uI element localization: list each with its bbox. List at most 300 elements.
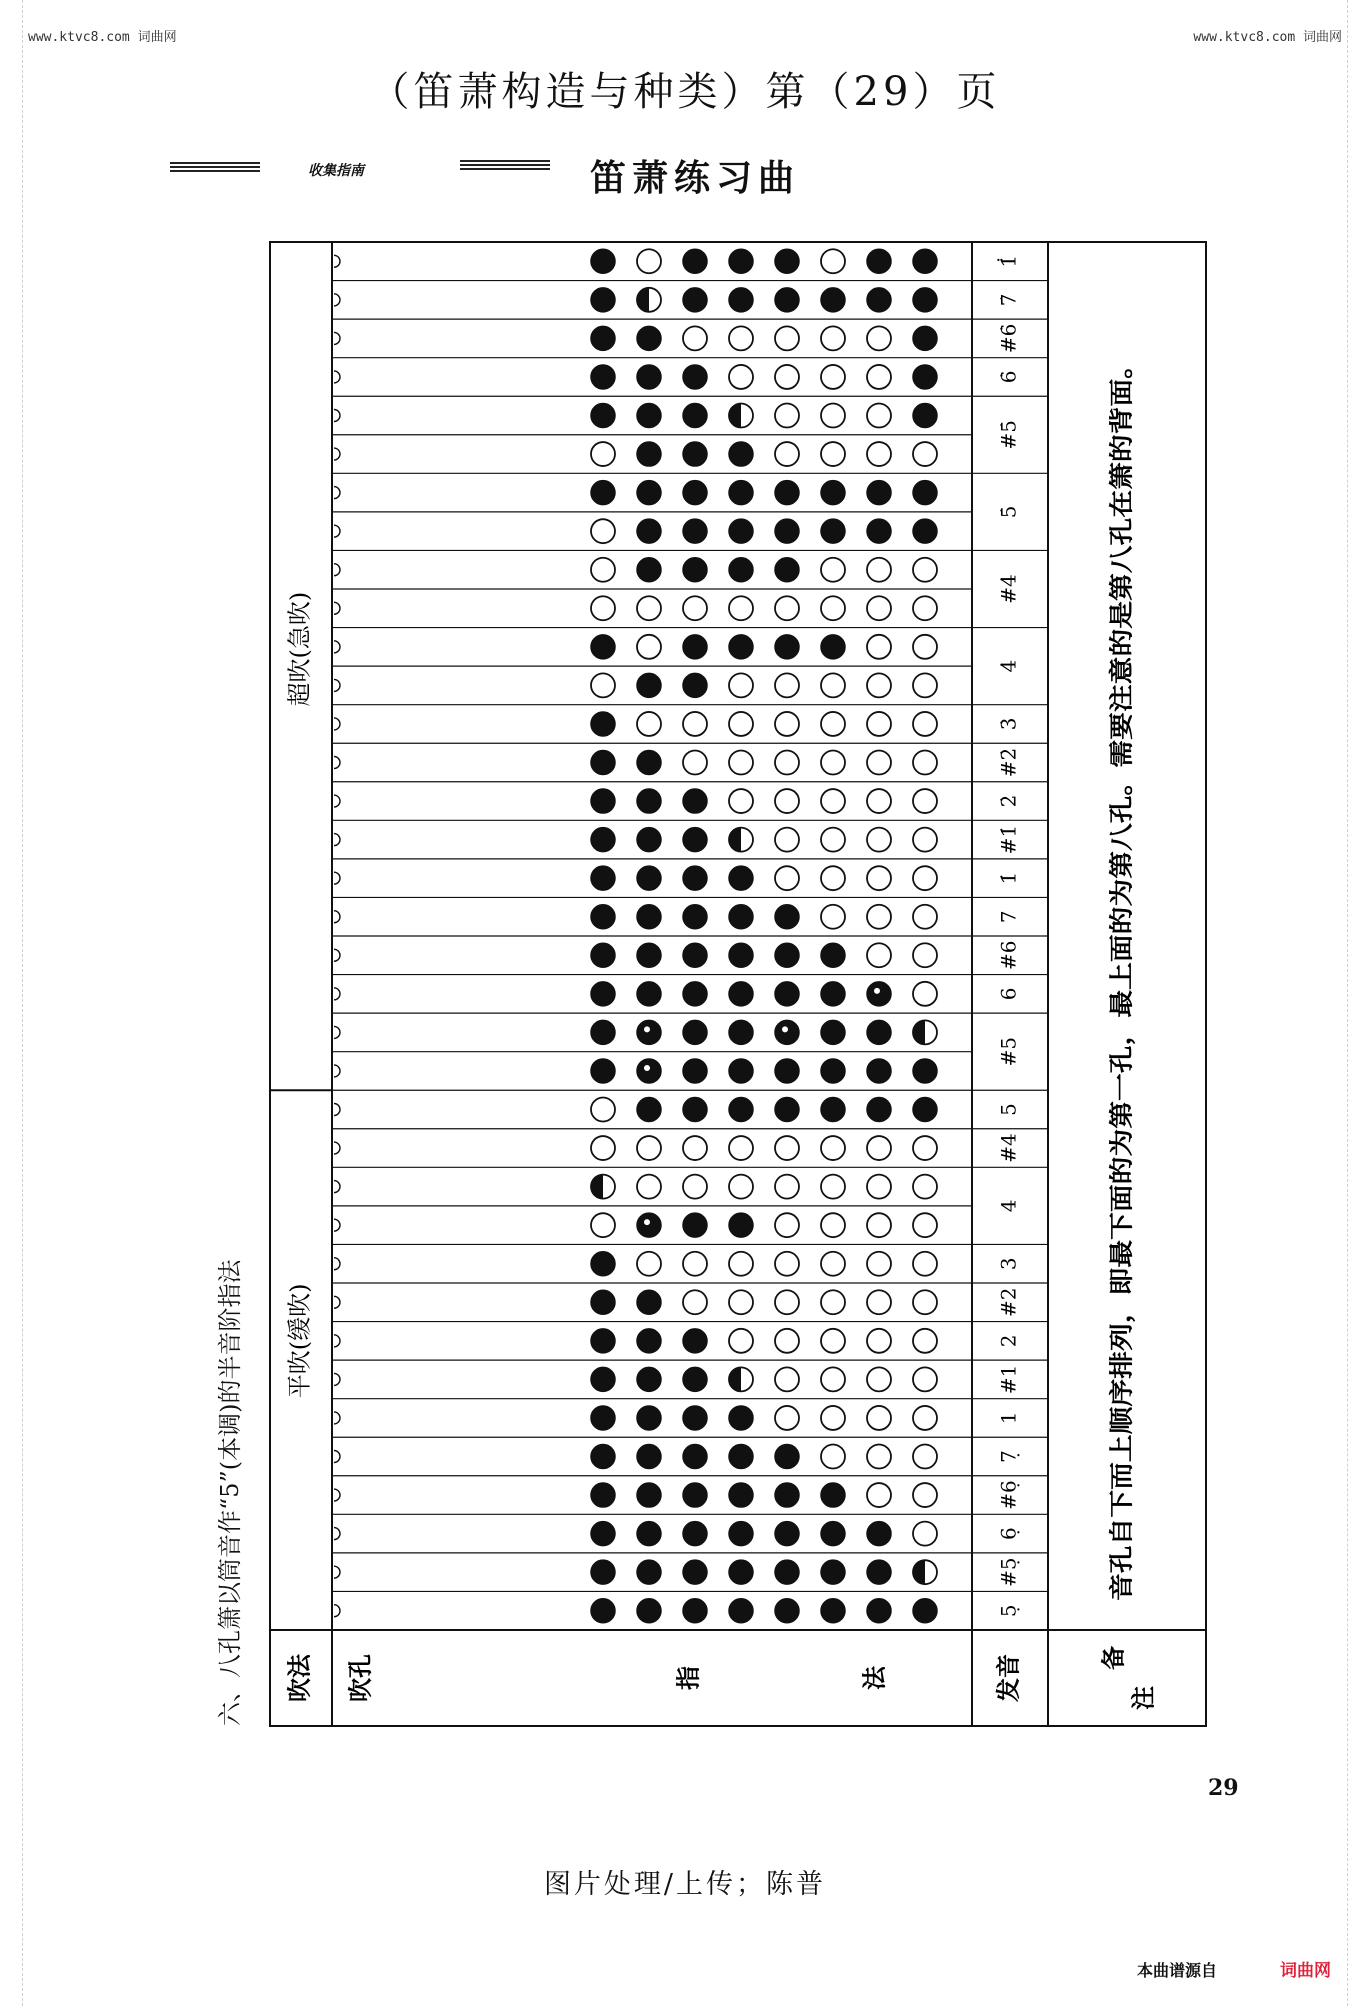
blow-hole-mark — [334, 1065, 340, 1077]
finger-hole-2 — [867, 404, 891, 428]
finger-hole-8 — [591, 943, 615, 967]
finger-hole-5 — [729, 905, 753, 929]
pitch-label: 7̣ — [996, 1450, 1021, 1463]
header-fingering-right: 法 — [859, 1666, 889, 1690]
blow-hole-mark — [334, 1566, 340, 1578]
finger-hole-1 — [913, 1175, 937, 1199]
finger-hole-8 — [591, 1329, 615, 1353]
finger-hole-2 — [867, 751, 891, 775]
finger-hole-5 — [729, 789, 753, 813]
finger-hole-7 — [637, 326, 661, 350]
finger-hole-7-dot — [644, 1065, 650, 1071]
finger-hole-4 — [775, 1483, 799, 1507]
finger-hole-5 — [729, 326, 753, 350]
finger-hole-8 — [591, 1367, 615, 1391]
header-fingering-left: 指 — [673, 1666, 703, 1690]
blow-hole-mark — [334, 487, 340, 499]
blow-hole-mark — [334, 641, 340, 653]
page-title: （笛萧构造与种类）第（29）页 — [369, 69, 1001, 115]
blow-hole-mark — [334, 949, 340, 961]
finger-hole-2 — [867, 1290, 891, 1314]
blow-hole-mark — [334, 872, 340, 884]
finger-hole-6 — [683, 442, 707, 466]
finger-hole-2 — [867, 943, 891, 967]
finger-hole-1 — [913, 635, 937, 659]
finger-hole-7 — [637, 1290, 661, 1314]
finger-hole-3 — [821, 905, 845, 929]
finger-hole-4 — [775, 635, 799, 659]
finger-hole-2 — [867, 1175, 891, 1199]
pitch-label: 3̇ — [996, 717, 1021, 731]
finger-hole-5-half-fill — [729, 404, 741, 428]
finger-hole-2 — [867, 1406, 891, 1430]
finger-hole-4 — [775, 288, 799, 312]
finger-hole-5 — [729, 596, 753, 620]
blow-hole-mark — [334, 410, 340, 422]
finger-hole-8 — [591, 1445, 615, 1469]
finger-hole-4 — [775, 558, 799, 582]
finger-hole-7 — [637, 1136, 661, 1160]
pitch-label: 6̣ — [996, 1527, 1021, 1540]
finger-hole-5 — [729, 481, 753, 505]
finger-hole-8 — [591, 712, 615, 736]
finger-hole-7 — [637, 1020, 661, 1044]
finger-hole-1 — [913, 712, 937, 736]
finger-hole-8 — [591, 365, 615, 389]
finger-hole-6 — [683, 866, 707, 890]
finger-hole-1 — [913, 866, 937, 890]
finger-hole-2 — [867, 1329, 891, 1353]
finger-hole-6 — [683, 481, 707, 505]
page-number: 29 — [1208, 1775, 1239, 1801]
finger-hole-1 — [913, 751, 937, 775]
blow-hole-mark — [334, 255, 340, 267]
finger-hole-3 — [821, 1599, 845, 1623]
finger-hole-4 — [775, 519, 799, 543]
finger-hole-8 — [591, 442, 615, 466]
remarks-text: 音孔自下而上顺序排列，即最下面的为第一孔，最上面的为第八孔。需要注意的是第八孔在箫的背面。 — [1106, 521, 1136, 1601]
pitch-label: #4̇ — [996, 574, 1021, 604]
finger-hole-8 — [591, 249, 615, 273]
blow-hole-mark — [334, 564, 340, 576]
finger-hole-6 — [683, 1599, 707, 1623]
blow-hole-mark — [334, 834, 340, 846]
blow-hole-mark — [334, 988, 340, 1000]
finger-hole-1 — [913, 1483, 937, 1507]
finger-hole-7-dot — [644, 1026, 650, 1032]
finger-hole-4 — [775, 596, 799, 620]
finger-hole-4 — [775, 866, 799, 890]
finger-hole-6 — [683, 1136, 707, 1160]
finger-hole-2 — [867, 1445, 891, 1469]
finger-hole-6 — [683, 1252, 707, 1276]
finger-hole-4 — [775, 481, 799, 505]
finger-hole-5 — [729, 1059, 753, 1083]
pitch-label: #5̇ — [996, 420, 1021, 450]
finger-hole-1 — [913, 905, 937, 929]
finger-hole-8 — [591, 673, 615, 697]
finger-hole-6 — [683, 1522, 707, 1546]
pitch-label: 5 — [996, 1103, 1021, 1116]
finger-hole-6 — [683, 1175, 707, 1199]
pitch-label: #6 — [996, 940, 1021, 971]
finger-hole-7 — [637, 1522, 661, 1546]
pitch-label: #2 — [996, 1287, 1021, 1318]
finger-hole-7 — [637, 751, 661, 775]
finger-hole-6 — [683, 712, 707, 736]
finger-hole-2 — [867, 1560, 891, 1584]
blow-hole-mark — [334, 911, 340, 923]
blow-hole-mark — [334, 1605, 340, 1617]
finger-hole-6 — [683, 326, 707, 350]
finger-hole-3 — [821, 1560, 845, 1584]
finger-hole-1 — [913, 1059, 937, 1083]
finger-hole-4 — [775, 1213, 799, 1237]
finger-hole-5 — [729, 1098, 753, 1122]
pitch-label: #4 — [996, 1133, 1021, 1163]
finger-hole-4 — [775, 1290, 799, 1314]
finger-hole-6 — [683, 1098, 707, 1122]
finger-hole-7 — [637, 1560, 661, 1584]
header-remarks-bottom: 注 — [1128, 1686, 1158, 1710]
finger-hole-7-dot — [644, 1219, 650, 1225]
finger-hole-5 — [729, 365, 753, 389]
book-tag: 收集指南 — [308, 163, 364, 179]
pitch-label: 6̇ — [996, 370, 1021, 384]
finger-hole-2 — [867, 1213, 891, 1237]
finger-hole-2 — [867, 982, 891, 1006]
finger-hole-7 — [637, 481, 661, 505]
finger-hole-3 — [821, 635, 845, 659]
section-title: 笛萧练习曲 — [590, 157, 801, 199]
finger-hole-3 — [821, 1406, 845, 1430]
finger-hole-1 — [913, 1329, 937, 1353]
header-remarks-top: 备 — [1098, 1646, 1128, 1670]
finger-hole-7 — [637, 982, 661, 1006]
blow-hole-mark — [334, 294, 340, 306]
finger-hole-4 — [775, 943, 799, 967]
finger-hole-7 — [637, 789, 661, 813]
finger-hole-5 — [729, 1136, 753, 1160]
header-blow-hole: 吹孔 — [345, 1654, 375, 1702]
finger-hole-6 — [683, 1560, 707, 1584]
finger-hole-8 — [591, 1599, 615, 1623]
finger-hole-8 — [591, 1560, 615, 1584]
finger-hole-8-half-fill — [591, 1175, 603, 1199]
pitch-label: 6 — [996, 987, 1021, 1001]
header-pitch: 发音 — [993, 1654, 1023, 1702]
pitch-label: 2̇ — [996, 794, 1021, 808]
finger-hole-3 — [821, 866, 845, 890]
finger-hole-4 — [775, 1522, 799, 1546]
finger-hole-5 — [729, 442, 753, 466]
pitch-label: #2̇ — [996, 747, 1021, 778]
finger-hole-7 — [637, 1098, 661, 1122]
finger-hole-5 — [729, 673, 753, 697]
finger-hole-5 — [729, 1252, 753, 1276]
finger-hole-3 — [821, 828, 845, 852]
finger-hole-6 — [683, 558, 707, 582]
finger-hole-6 — [683, 365, 707, 389]
finger-hole-5 — [729, 1522, 753, 1546]
blow-hole-mark — [334, 1142, 340, 1154]
footer-source-label: 本曲谱源自 — [1137, 1961, 1218, 1980]
credit-line: 图片处理/上传；陈普 — [543, 1869, 827, 1900]
finger-hole-5 — [729, 1020, 753, 1044]
finger-hole-1 — [913, 596, 937, 620]
finger-hole-3 — [821, 789, 845, 813]
finger-hole-7 — [637, 442, 661, 466]
finger-hole-8 — [591, 1290, 615, 1314]
finger-hole-4-dot — [782, 1026, 788, 1032]
finger-hole-3 — [821, 1290, 845, 1314]
pitch-label: #6̣ — [996, 1480, 1021, 1510]
watermark-right: www.ktvc8.com 词曲网 — [1193, 30, 1342, 45]
finger-hole-1 — [913, 558, 937, 582]
finger-hole-4 — [775, 326, 799, 350]
finger-hole-4 — [775, 828, 799, 852]
finger-hole-3 — [821, 1136, 845, 1160]
finger-hole-7 — [637, 1059, 661, 1083]
finger-hole-7 — [637, 905, 661, 929]
finger-hole-2 — [867, 1599, 891, 1623]
finger-hole-4 — [775, 442, 799, 466]
finger-hole-3 — [821, 1098, 845, 1122]
finger-hole-8 — [591, 404, 615, 428]
finger-hole-2 — [867, 365, 891, 389]
finger-hole-6 — [683, 635, 707, 659]
finger-hole-7 — [637, 712, 661, 736]
finger-hole-4 — [775, 982, 799, 1006]
finger-hole-7-half-fill — [637, 288, 649, 312]
finger-hole-8 — [591, 596, 615, 620]
finger-hole-6 — [683, 519, 707, 543]
finger-hole-2 — [867, 789, 891, 813]
pitch-label: 5̇ — [996, 505, 1021, 519]
finger-hole-8 — [591, 481, 615, 505]
finger-hole-4 — [775, 1560, 799, 1584]
finger-hole-8 — [591, 789, 615, 813]
blow-hole-mark — [334, 679, 340, 691]
finger-hole-2 — [867, 481, 891, 505]
header-method: 吹法 — [284, 1654, 314, 1702]
finger-hole-7 — [637, 635, 661, 659]
blow-hole-mark — [334, 1528, 340, 1540]
finger-hole-8 — [591, 519, 615, 543]
pitch-label: #6̇ — [996, 323, 1021, 354]
finger-hole-2 — [867, 1252, 891, 1276]
finger-hole-3 — [821, 943, 845, 967]
finger-hole-4 — [775, 1599, 799, 1623]
blow-hole-mark — [334, 1219, 340, 1231]
finger-hole-2 — [867, 635, 891, 659]
pitch-label: #5 — [996, 1036, 1021, 1067]
finger-hole-3 — [821, 1175, 845, 1199]
finger-hole-1 — [913, 673, 937, 697]
finger-hole-1 — [913, 288, 937, 312]
finger-hole-6 — [683, 828, 707, 852]
blow-hole-mark — [334, 1181, 340, 1193]
finger-hole-7 — [637, 828, 661, 852]
finger-hole-8 — [591, 905, 615, 929]
finger-hole-6 — [683, 673, 707, 697]
finger-hole-3 — [821, 326, 845, 350]
finger-hole-4 — [775, 751, 799, 775]
blow-hole-mark — [334, 371, 340, 383]
finger-hole-2 — [867, 596, 891, 620]
finger-hole-8 — [591, 1522, 615, 1546]
footer-source-brand[interactable]: 词曲网 — [1280, 1961, 1331, 1981]
finger-hole-4 — [775, 673, 799, 697]
blow-hole-mark — [334, 1104, 340, 1116]
finger-hole-1 — [913, 1290, 937, 1314]
finger-hole-8 — [591, 1136, 615, 1160]
finger-hole-8 — [591, 558, 615, 582]
finger-hole-5 — [729, 982, 753, 1006]
finger-hole-7 — [637, 558, 661, 582]
finger-hole-4 — [775, 404, 799, 428]
finger-hole-8 — [591, 751, 615, 775]
finger-hole-2 — [867, 442, 891, 466]
finger-hole-5 — [729, 558, 753, 582]
finger-hole-2 — [867, 326, 891, 350]
finger-hole-6 — [683, 1406, 707, 1430]
blow-hole-mark — [334, 448, 340, 460]
pitch-label: #5̣ — [996, 1557, 1021, 1587]
finger-hole-1 — [913, 404, 937, 428]
finger-hole-8 — [591, 1483, 615, 1507]
finger-hole-8 — [591, 1406, 615, 1430]
finger-hole-4 — [775, 1445, 799, 1469]
blow-hole-mark — [334, 525, 340, 537]
finger-hole-6 — [683, 249, 707, 273]
pitch-label: 1 — [996, 1411, 1021, 1425]
finger-hole-1 — [913, 1098, 937, 1122]
blow-hole-mark — [334, 1489, 340, 1501]
finger-hole-7 — [637, 1213, 661, 1237]
finger-hole-5 — [729, 943, 753, 967]
finger-hole-2 — [867, 1059, 891, 1083]
finger-hole-4 — [775, 789, 799, 813]
blow-hole-mark — [334, 757, 340, 769]
pitch-label: 7̇ — [996, 293, 1021, 307]
finger-hole-2 — [867, 288, 891, 312]
blow-hole-mark — [334, 1026, 340, 1038]
finger-hole-2 — [867, 673, 891, 697]
finger-hole-8 — [591, 288, 615, 312]
finger-hole-1-half-fill — [913, 1020, 925, 1044]
blow-hole-mark — [334, 332, 340, 344]
finger-hole-3 — [821, 249, 845, 273]
finger-hole-4 — [775, 1406, 799, 1430]
finger-hole-6 — [683, 943, 707, 967]
blow-hole-mark — [334, 1258, 340, 1270]
finger-hole-8 — [591, 1252, 615, 1276]
finger-hole-6 — [683, 288, 707, 312]
blow-hole-mark — [334, 1296, 340, 1308]
finger-hole-8 — [591, 1213, 615, 1237]
finger-hole-6 — [683, 1213, 707, 1237]
finger-hole-3 — [821, 404, 845, 428]
pitch-label: #1 — [996, 1364, 1021, 1395]
finger-hole-1 — [913, 982, 937, 1006]
finger-hole-7 — [637, 866, 661, 890]
finger-hole-5 — [729, 1290, 753, 1314]
finger-hole-1 — [913, 1445, 937, 1469]
finger-hole-3 — [821, 1367, 845, 1391]
finger-hole-1 — [913, 1522, 937, 1546]
finger-hole-1 — [913, 365, 937, 389]
finger-hole-2 — [867, 1367, 891, 1391]
finger-hole-1 — [913, 1136, 937, 1160]
finger-hole-4 — [775, 1175, 799, 1199]
finger-hole-4 — [775, 1329, 799, 1353]
finger-hole-2 — [867, 558, 891, 582]
finger-hole-7 — [637, 1175, 661, 1199]
finger-hole-5 — [729, 1560, 753, 1584]
finger-hole-1 — [913, 789, 937, 813]
finger-hole-3 — [821, 1483, 845, 1507]
finger-hole-3 — [821, 365, 845, 389]
finger-hole-4 — [775, 249, 799, 273]
finger-hole-3 — [821, 558, 845, 582]
blow-hole-mark — [334, 1373, 340, 1385]
finger-hole-1 — [913, 1367, 937, 1391]
finger-hole-5 — [729, 1329, 753, 1353]
finger-hole-5-half-fill — [729, 1367, 741, 1391]
finger-hole-1 — [913, 943, 937, 967]
finger-hole-7 — [637, 1252, 661, 1276]
finger-hole-6 — [683, 1020, 707, 1044]
pitch-label: #1̇ — [996, 824, 1021, 855]
finger-hole-7 — [637, 519, 661, 543]
finger-hole-5 — [729, 1599, 753, 1623]
finger-hole-7 — [637, 943, 661, 967]
finger-hole-3 — [821, 1329, 845, 1353]
finger-hole-5 — [729, 1213, 753, 1237]
finger-hole-3 — [821, 442, 845, 466]
blow-hole-mark — [334, 602, 340, 614]
finger-hole-2 — [867, 1522, 891, 1546]
finger-hole-8 — [591, 635, 615, 659]
finger-hole-2 — [867, 1020, 891, 1044]
finger-hole-7 — [637, 1367, 661, 1391]
finger-hole-3 — [821, 1059, 845, 1083]
pitch-label: 1̇̇ — [996, 254, 1021, 268]
finger-hole-3 — [821, 1020, 845, 1044]
finger-hole-5 — [729, 519, 753, 543]
finger-hole-4 — [775, 1020, 799, 1044]
blow-hole-mark — [334, 1451, 340, 1463]
finger-hole-8 — [591, 828, 615, 852]
finger-hole-1 — [913, 519, 937, 543]
finger-hole-3 — [821, 982, 845, 1006]
blow-hole-mark — [334, 795, 340, 807]
finger-hole-5 — [729, 1445, 753, 1469]
finger-hole-5 — [729, 1406, 753, 1430]
watermark-left: www.ktvc8.com 词曲网 — [28, 30, 177, 45]
finger-hole-8 — [591, 1059, 615, 1083]
finger-hole-4 — [775, 365, 799, 389]
finger-hole-1 — [913, 442, 937, 466]
finger-hole-2 — [867, 712, 891, 736]
pitch-label: 5̣ — [996, 1604, 1021, 1618]
finger-hole-2 — [867, 828, 891, 852]
finger-hole-2 — [867, 519, 891, 543]
finger-hole-6 — [683, 982, 707, 1006]
finger-hole-5 — [729, 1483, 753, 1507]
finger-hole-3 — [821, 519, 845, 543]
